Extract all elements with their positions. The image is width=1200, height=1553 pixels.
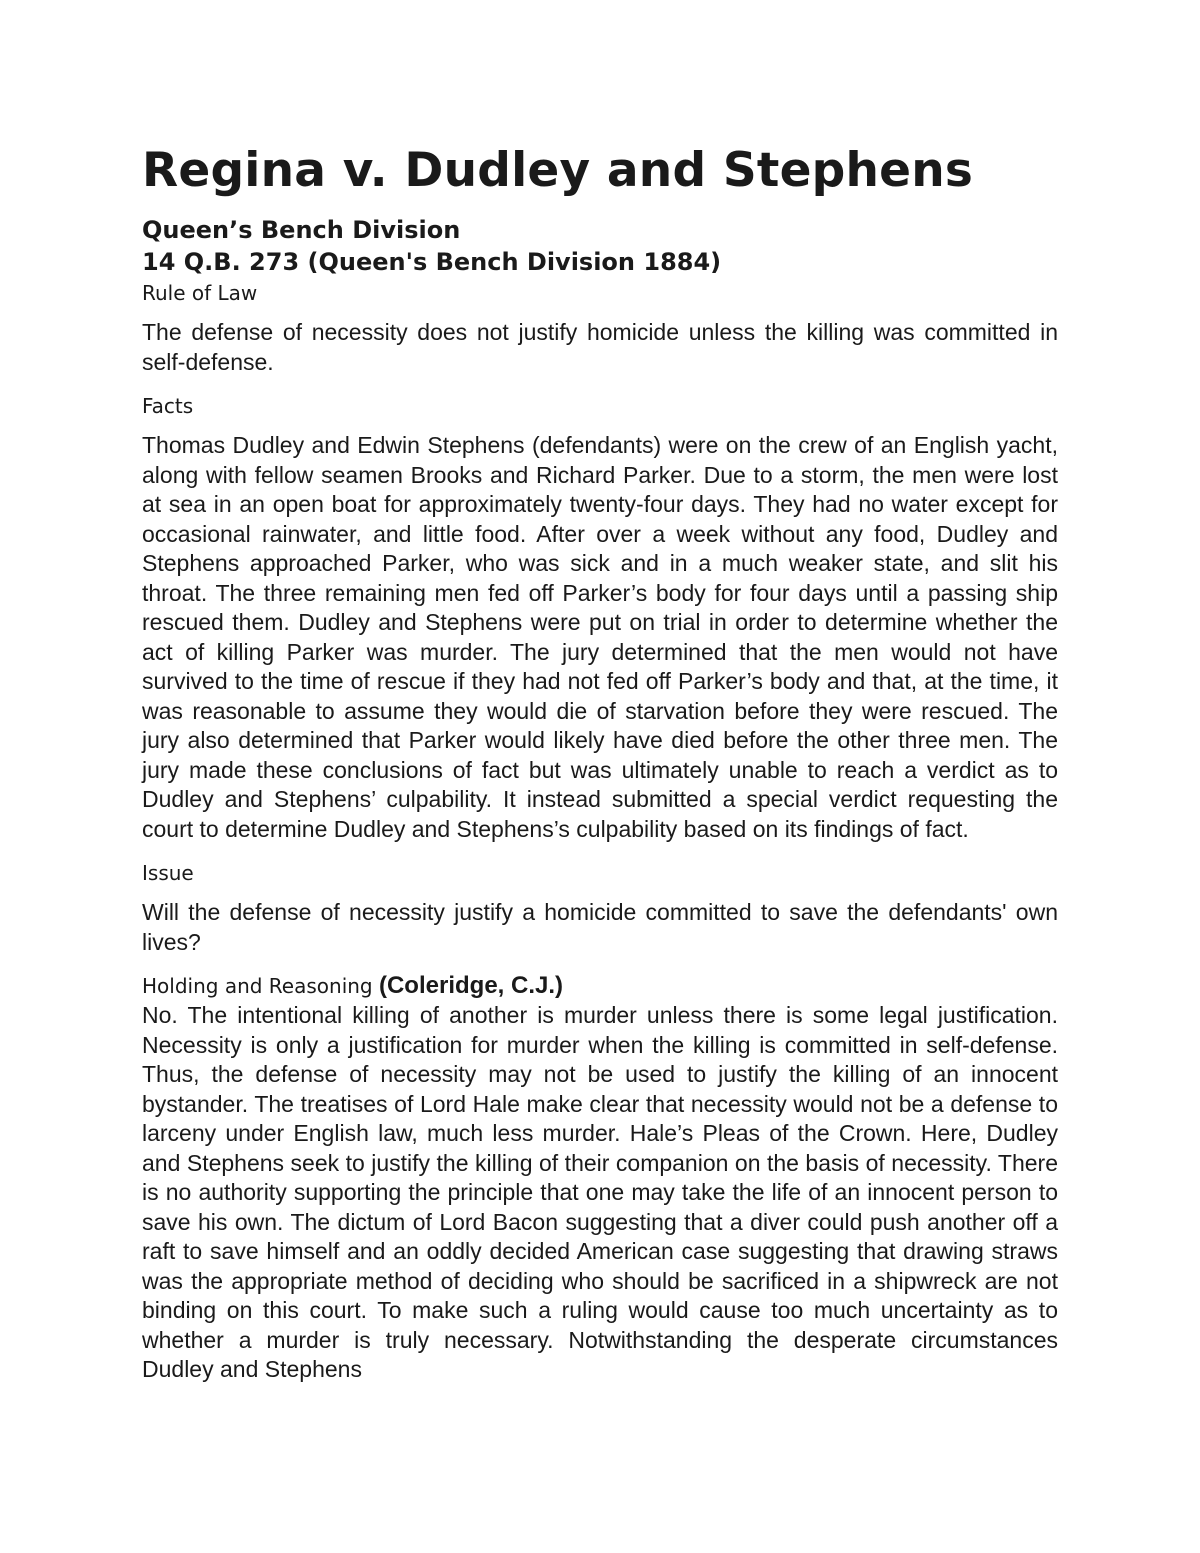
facts-heading: Facts: [142, 394, 194, 418]
holding-heading: [142, 971, 1058, 1001]
facts-text: Thomas Dudley and Edwin Stephens (defendants) were on the crew of an English yacht, along with fellow seamen Brooks and Richard Parker. Due to a storm, the men were lost at sea in an open boat for approximately twenty-four days. They had no water except for occasional rainwater, and little food. After over a week without any food, Dudley and Stephens approached Parker, who was sick and in a much weaker state, and slit his throat. The three remaining men fed off Parker’s body for four days until a passing ship rescued them. Dudley and Stephens were put on trial in order to determine whether the act of killing Parker was murder. The jury determined that the men would not have survived to the time of rescue if they had not fed off Parker’s body and that, at the time, it was reasonable to assume they would die of starvation before they were rescued. The jury also determined that Parker would likely have died before the other three men. The jury made these conclusions of fact but was ultimately unable to reach a verdict as to Dudley and Stephens’ culpability. It instead submitted a special verdict requesting the court to determine Dudley and Stephens’s culpability based on its findings of fact.: [142, 432, 1058, 842]
holding-text: No. The intentional killing of another is murder unless there is some legal justification. Necessity is only a justification for murder when the killing is committed in self-defense. Thus, the defense of necessity may not be used to justify the killing of an innocent bystander. The treatises of Lord Hale make clear that necessity would not be a defense to larceny under English law, much less murder. Hale’s Pleas of the Crown. Here, Dudley and Stephens seek to justify the killing of their companion on the basis of necessity. There is no authority supporting the principle that one may take the life of an innocent person to save his own. The dictum of Lord Bacon suggesting that a diver could push another off a raft to save himself and an oddly decided American case suggesting that drawing straws was the appropriate method of deciding who should be sacrificed in a shipwreck are not binding on this court. To make such a ruling would cause too much uncertainty as to whether a murder is truly necessary. Notwithstanding the desperate circumstances Dudley and Stephens: [142, 1002, 1058, 1382]
holding-label: Holding and Reasoning: [142, 974, 373, 998]
issue-text: Will the defense of necessity justify a homicide committed to save the defendants' own lives?: [142, 899, 1058, 955]
holding-judge: (Coleridge, C.J.): [378, 972, 564, 999]
issue-heading: Issue: [142, 861, 194, 885]
document-page: [142, 140, 1058, 1385]
case-citation: 14 Q.B. 273 (Queen's Bench Division 1884): [142, 248, 722, 276]
rule-of-law-text: The defense of necessity does not justify homicide unless the killing was committed in self-defense.: [142, 319, 1058, 375]
court-name: Queen’s Bench Division: [142, 216, 461, 244]
rule-of-law-heading: Rule of Law: [142, 281, 258, 305]
case-title: Regina v. Dudley and Stephens: [142, 143, 974, 198]
